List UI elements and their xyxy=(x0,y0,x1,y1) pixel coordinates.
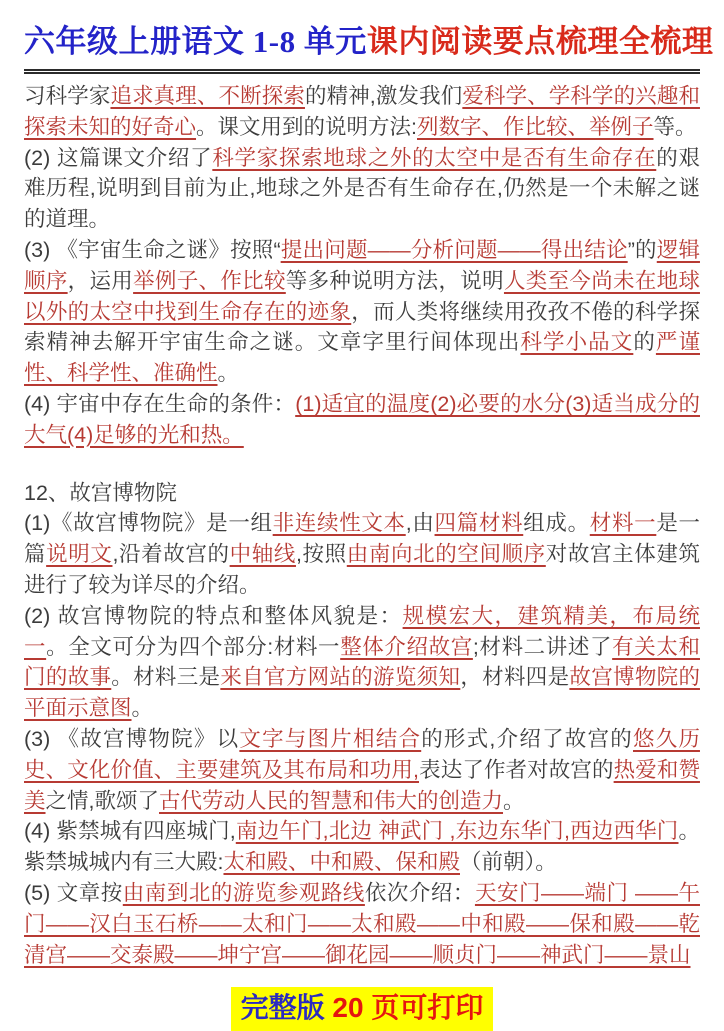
text-segment: ,按照 xyxy=(295,542,347,567)
page-title xyxy=(24,22,714,62)
text-segment: 的形式,介绍了故宫的 xyxy=(421,726,633,751)
footer-banner-red-part: 20 页可打印 xyxy=(324,992,484,1024)
text-segment: 等。 xyxy=(653,114,697,139)
text-segment: 的精神,激发我们 xyxy=(304,84,463,108)
text-segment: (2) 这篇课文介绍了 xyxy=(24,145,213,170)
highlight-segment: 爱科学、学科学的兴趣和探索未知的好奇心 xyxy=(24,84,700,139)
highlight-segment: 四篇材料 xyxy=(434,511,524,536)
text-segment: (3) 《故宫博物院》以 xyxy=(24,726,240,751)
footer-banner xyxy=(231,987,494,1031)
highlight-segment: 列数字、作比较、举例子 xyxy=(417,114,654,139)
footer-banner-blue-part: 完整版 xyxy=(240,992,325,1024)
text-segment: 。课文用到的说明方法: xyxy=(196,114,417,139)
highlight-segment: 严谨性、科学性、准确性 xyxy=(24,330,700,386)
highlight-segment: 热爱和赞美 xyxy=(24,757,700,813)
text-segment: ,沿着故宫的 xyxy=(112,542,230,567)
paragraph xyxy=(24,143,700,235)
highlight-segment: 文字与图片相结合 xyxy=(239,726,422,751)
text-segment: 的艰难历程,说明到目前为止,地球之外是否有生命存在,仍然是一个未解之谜的道理。 xyxy=(24,145,700,232)
highlight-segment: (1)适宜的温度(2)必要的水分(3)适当成分的大气(4)足够的光和热。 xyxy=(24,391,700,447)
text-segment: ，材料四是 xyxy=(460,665,570,690)
text-segment: (4) 紫禁城有四座城门, xyxy=(24,819,236,844)
highlight-segment: 科学小品文 xyxy=(520,330,634,355)
highlight-segment: 由南到北的游览参观路线 xyxy=(122,880,365,905)
text-segment: 12、故宫博物院 xyxy=(24,480,177,505)
text-segment: 。材料三是 xyxy=(111,665,221,690)
text-segment: (2) 故宫博物院的特点和整体风貌是： xyxy=(24,603,403,628)
highlight-segment: 南边午门,北边 神武门 ,东边东华门,西边西华门 xyxy=(235,819,679,844)
text-segment: （前朝）。 xyxy=(460,850,557,875)
text-segment: 。 xyxy=(131,696,154,721)
highlight-segment: 科学家探索地球之外的太空中是否有生命存在 xyxy=(212,145,657,170)
text-segment: 组成。 xyxy=(523,511,590,536)
text-segment: 之情,歌颂了 xyxy=(45,788,159,813)
highlight-segment: 有关太和门的故事 xyxy=(24,634,700,690)
highlight-segment: 材料一 xyxy=(589,511,657,536)
text-segment: 依次介绍： xyxy=(364,880,475,905)
text-segment: 的 xyxy=(633,330,656,355)
text-segment: 习科学家 xyxy=(24,84,111,108)
text-segment: 。 xyxy=(217,361,240,386)
highlight-segment: 太和殿、中和殿、保和殿 xyxy=(223,850,460,875)
highlight-segment: 由南向北的空间顺序 xyxy=(346,542,546,567)
page-title-red-part: 课内阅读要点梳理全梳理 xyxy=(366,24,714,59)
highlight-segment: 说明文 xyxy=(46,542,113,567)
text-segment: 对故宫主体建筑进行了较为详尽的介绍。 xyxy=(24,542,700,597)
text-segment: ,由 xyxy=(405,511,435,536)
paragraph xyxy=(24,878,700,970)
text-segment: (3) 《宇宙生命之谜》按照“ xyxy=(24,237,281,262)
title-divider xyxy=(24,69,700,74)
page-title-blue-part: 六年级上册语文 1-8 单元 xyxy=(24,24,367,59)
highlight-segment: 逻辑顺序 xyxy=(24,237,700,293)
highlight-segment: 古代劳动人民的智慧和伟大的创造力 xyxy=(159,788,504,813)
paragraph xyxy=(24,816,700,878)
paragraph xyxy=(24,601,700,724)
highlight-segment: 非连续性文本 xyxy=(272,511,406,536)
highlight-segment: 举例子、作比较 xyxy=(133,268,286,293)
footer xyxy=(24,987,700,1031)
section-heading xyxy=(24,478,700,509)
text-segment: 。 xyxy=(503,788,525,813)
paragraph xyxy=(24,724,700,816)
highlight-segment: 故宫博物院的平面示意图 xyxy=(24,665,700,721)
highlight-segment: 整体介绍故宫 xyxy=(340,634,473,659)
highlight-segment: 天安门——端门 ——午门——汉白玉石桥——太和门——太和殿——中和殿——保和殿——乾清宫——交泰殿——坤宁宫——御花园——顺贞门——神武门——景山 xyxy=(24,880,700,967)
text-segment: 等多种说明方法，说明 xyxy=(285,268,504,293)
text-segment: 表达了作者对故宫的 xyxy=(419,757,614,782)
text-segment: 是一篇 xyxy=(24,511,700,567)
paragraph xyxy=(24,235,700,389)
document-body xyxy=(24,81,700,970)
text-segment: ;材料二讲述了 xyxy=(472,634,613,659)
highlight-segment: 中轴线 xyxy=(229,542,296,567)
highlight-segment: 提出问题——分析问题——得出结论 xyxy=(280,237,628,262)
text-segment: ，运用 xyxy=(67,268,134,293)
highlight-segment: 悠久历史、文化价值、主要建筑及其布局和功用, xyxy=(24,726,700,782)
highlight-segment: 人类至今尚未在地球以外的太空中找到生命存在的迹象 xyxy=(24,268,700,324)
highlight-segment: 追求真理、不断探索 xyxy=(110,84,305,108)
text-segment: 。紫禁城城内有三大殿: xyxy=(24,819,700,875)
text-segment: 。全文可分为四个部分:材料一 xyxy=(46,634,341,659)
paragraph xyxy=(24,389,700,451)
text-segment: (5) 文章按 xyxy=(24,880,123,905)
paragraph xyxy=(24,81,700,143)
text-segment: ”的 xyxy=(627,237,657,262)
text-segment: ，而人类将继续用孜孜不倦的科学探索精神去解开宇宙生命之谜。文章字里行间体现出 xyxy=(24,299,700,355)
paragraph xyxy=(24,508,700,600)
highlight-segment: 规模宏大，建筑精美，布局统一 xyxy=(24,603,700,659)
highlight-segment: 来自官方网站的游览须知 xyxy=(220,665,461,690)
text-segment: (4) 宇宙中存在生命的条件： xyxy=(24,391,296,416)
text-segment: (1)《故宫博物院》是一组 xyxy=(24,511,273,536)
